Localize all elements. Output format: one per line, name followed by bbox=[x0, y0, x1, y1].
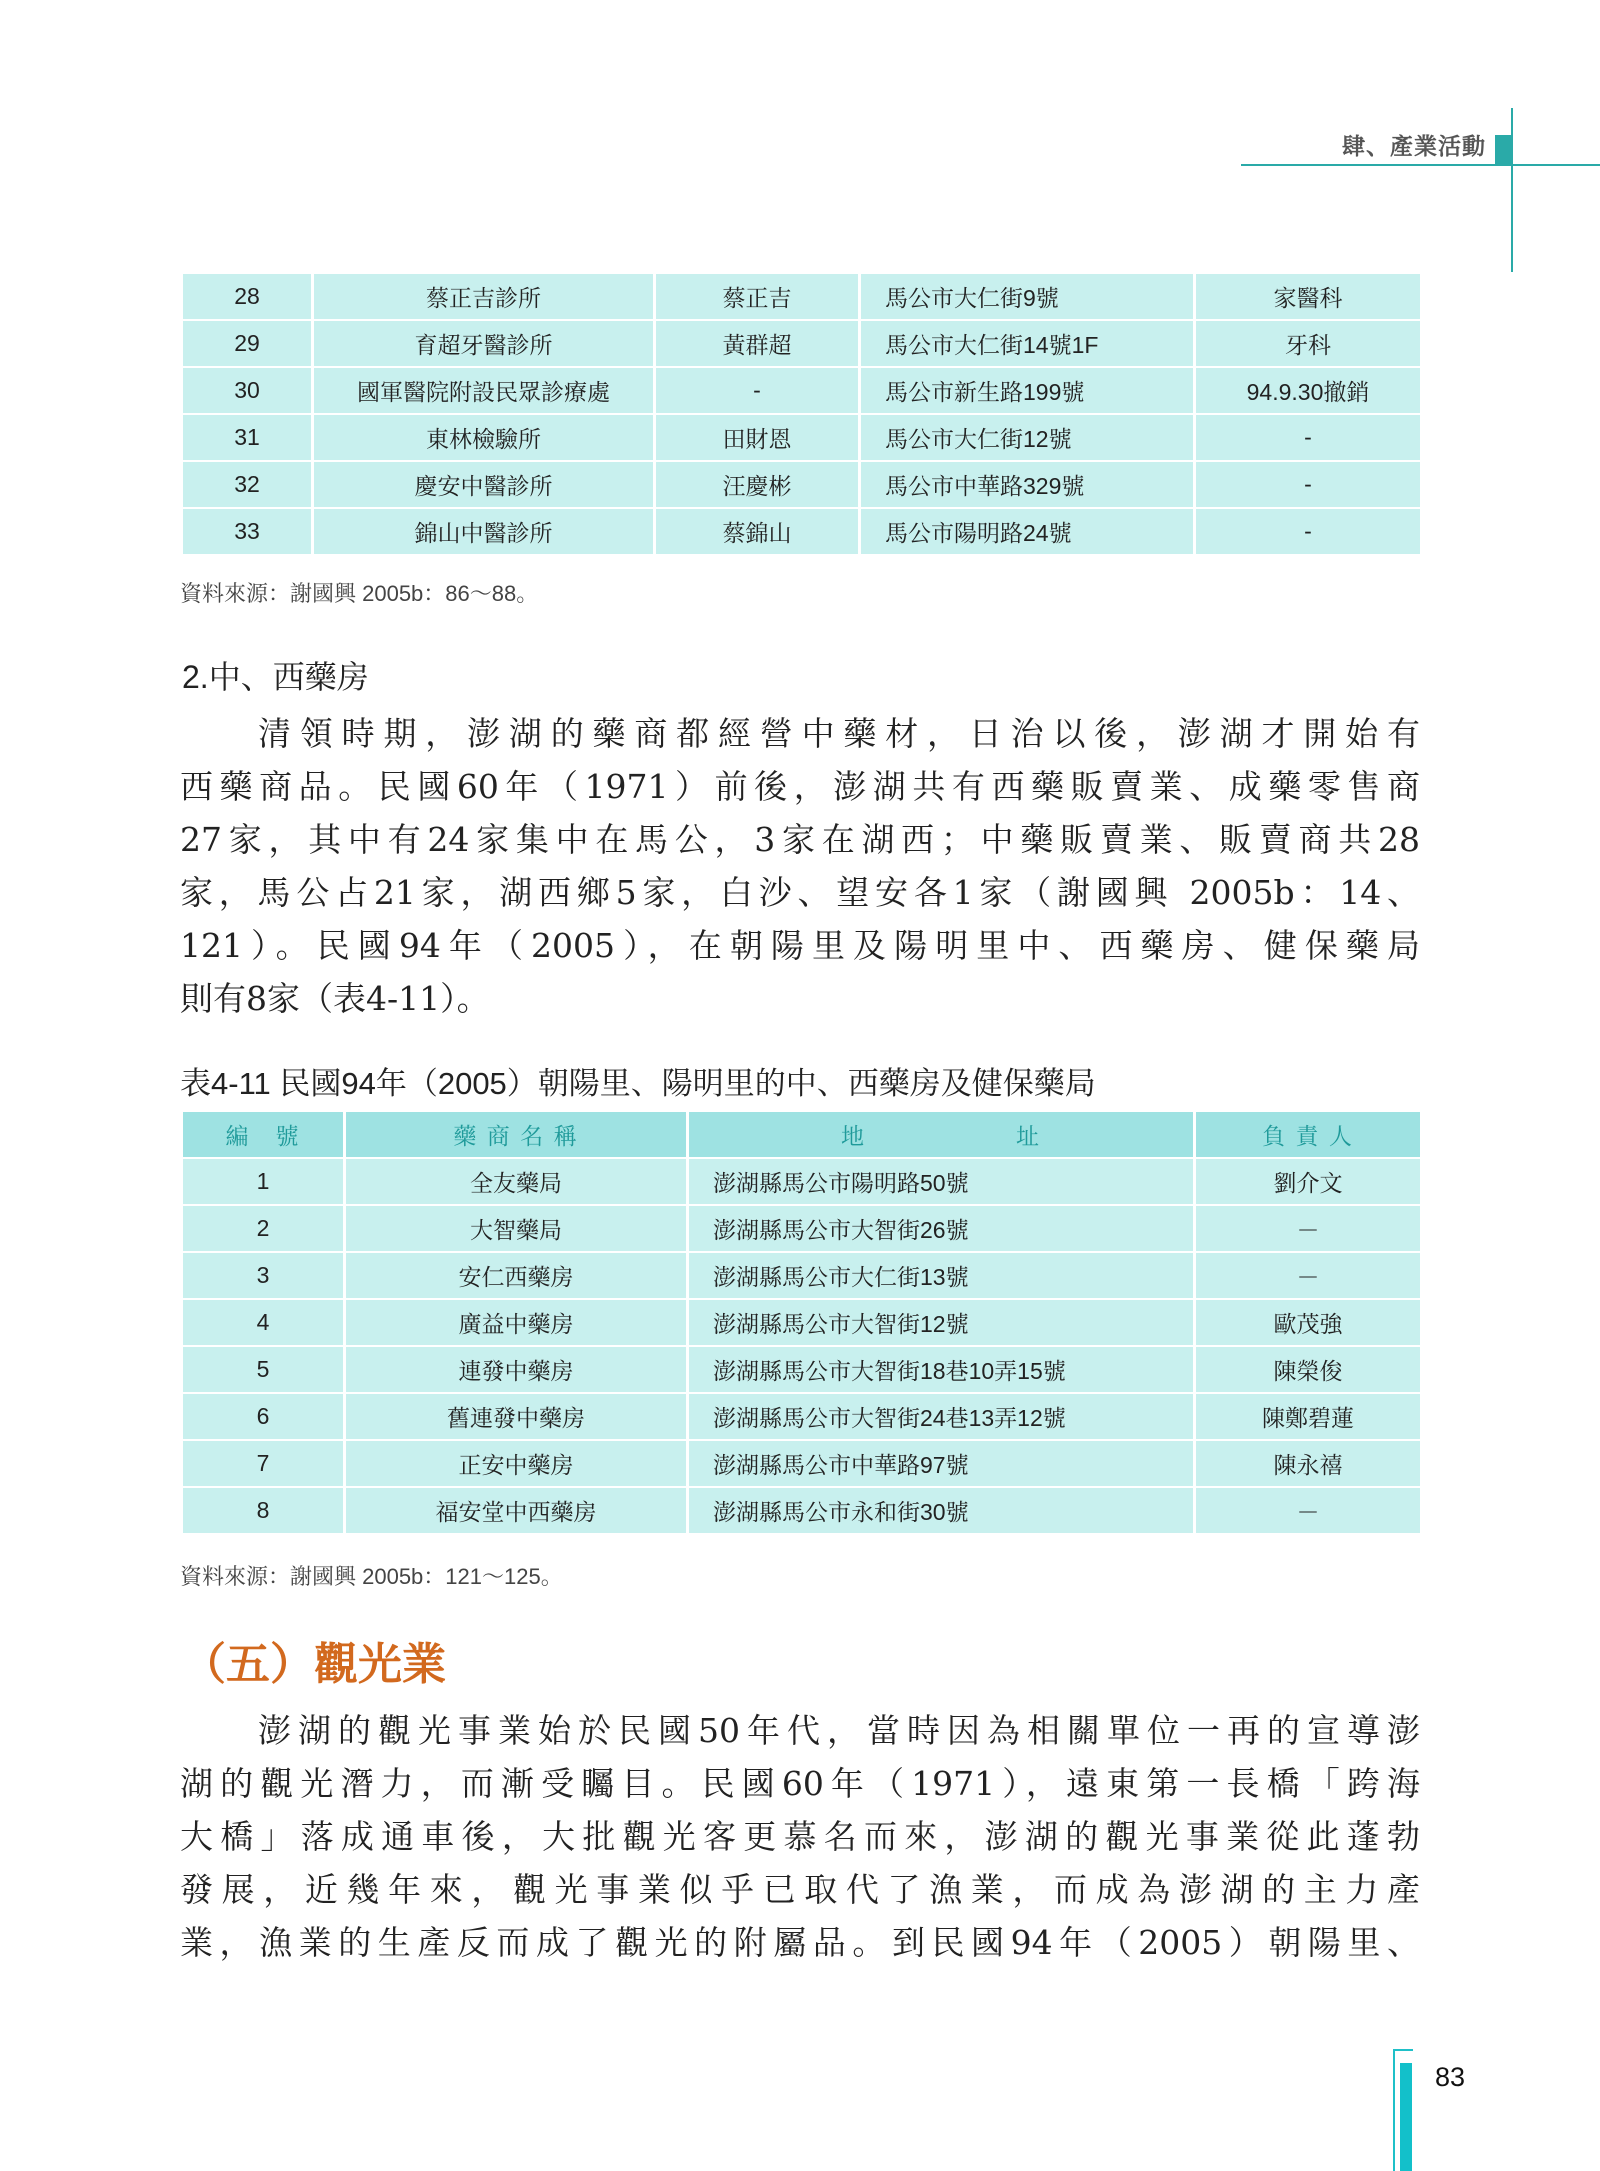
table-cell: 澎湖縣馬公市大智街18巷10弄15號 bbox=[688, 1346, 1195, 1393]
table-cell: 東林檢驗所 bbox=[313, 414, 655, 461]
table-cell: 澎湖縣馬公市中華路97號 bbox=[688, 1440, 1195, 1487]
table-cell: 牙科 bbox=[1195, 320, 1422, 367]
clinic-table-source: 資料來源：謝國興 2005b：86～88。 bbox=[180, 581, 539, 606]
table-cell: 蔡錦山 bbox=[655, 508, 860, 555]
header-number: 編 號 bbox=[182, 1111, 345, 1158]
tourism-paragraph bbox=[180, 1704, 1420, 1969]
table-cell: 馬公市大仁街9號 bbox=[860, 273, 1195, 320]
table-cell: 蔡正吉診所 bbox=[313, 273, 655, 320]
table-cell: 澎湖縣馬公市陽明路50號 bbox=[688, 1158, 1195, 1205]
page-marker-bar bbox=[1400, 2063, 1412, 2171]
paragraph-line: 湖的觀光潛力，而漸受矚目。民國60年（1971），遠東第一長橋「跨海 bbox=[180, 1764, 1420, 1803]
table-cell: － bbox=[1195, 1252, 1422, 1299]
table-cell: - bbox=[1195, 461, 1422, 508]
table-cell: 全友藥局 bbox=[345, 1158, 688, 1205]
table-cell: 33 bbox=[182, 508, 313, 555]
table-row bbox=[182, 508, 1422, 555]
table-cell: 馬公市新生路199號 bbox=[860, 367, 1195, 414]
paragraph-line: 大橋」落成通車後，大批觀光客更慕名而來，澎湖的觀光事業從此蓬勃 bbox=[180, 1817, 1420, 1856]
table-cell: 94.9.30撤銷 bbox=[1195, 367, 1422, 414]
header-rule bbox=[1241, 164, 1600, 166]
paragraph-line: 清領時期，澎湖的藥商都經營中藥材，日治以後，澎湖才開始有 bbox=[258, 714, 1420, 753]
page-number: 83 bbox=[1435, 2062, 1466, 2092]
clinic-table bbox=[180, 272, 1423, 556]
table-cell: 馬公市大仁街12號 bbox=[860, 414, 1195, 461]
table-cell: 正安中藥房 bbox=[345, 1440, 688, 1487]
table-cell: 廣益中藥房 bbox=[345, 1299, 688, 1346]
table-cell: 4 bbox=[182, 1299, 345, 1346]
table-cell: 馬公市陽明路24號 bbox=[860, 508, 1195, 555]
paragraph-line: 發展，近幾年來，觀光事業似乎已取代了漁業，而成為澎湖的主力產 bbox=[180, 1870, 1420, 1909]
pharmacy-table-source: 資料來源：謝國興 2005b：121～125。 bbox=[180, 1564, 563, 1589]
table-cell: 汪慶彬 bbox=[655, 461, 860, 508]
page-marker-line bbox=[1393, 2049, 1395, 2171]
table-row bbox=[182, 1205, 1422, 1252]
table-cell: 5 bbox=[182, 1346, 345, 1393]
paragraph-line: 西藥商品。民國60年（1971）前後，澎湖共有西藥販賣業、成藥零售商 bbox=[180, 767, 1420, 806]
header-accent-square bbox=[1495, 135, 1512, 164]
table-cell: 歐茂強 bbox=[1195, 1299, 1422, 1346]
table-cell: - bbox=[1195, 508, 1422, 555]
table-cell: 蔡正吉 bbox=[655, 273, 860, 320]
table-cell: 6 bbox=[182, 1393, 345, 1440]
section-heading-pharmacies: 2.中、西藥房 bbox=[182, 659, 369, 695]
header-address: 地 址 bbox=[688, 1111, 1195, 1158]
table-cell: 陳鄭碧蓮 bbox=[1195, 1393, 1422, 1440]
chapter-header: 肆、產業活動 bbox=[1342, 133, 1486, 160]
table-cell: 澎湖縣馬公市大智街26號 bbox=[688, 1205, 1195, 1252]
paragraph-line: 則有8家（表4-11）。 bbox=[180, 979, 490, 1018]
table-row bbox=[182, 1252, 1422, 1299]
table-cell: 福安堂中西藥房 bbox=[345, 1487, 688, 1534]
table-cell: 28 bbox=[182, 273, 313, 320]
paragraph-line: 121）。民國94年（2005），在朝陽里及陽明里中、西藥房、健保藥局 bbox=[180, 926, 1420, 965]
table-cell: 錦山中醫診所 bbox=[313, 508, 655, 555]
table-cell: 育超牙醫診所 bbox=[313, 320, 655, 367]
table-cell: - bbox=[1195, 414, 1422, 461]
table-cell: － bbox=[1195, 1205, 1422, 1252]
table-row bbox=[182, 461, 1422, 508]
table-cell: 1 bbox=[182, 1158, 345, 1205]
table-cell: 7 bbox=[182, 1440, 345, 1487]
table-cell: 2 bbox=[182, 1205, 345, 1252]
table-cell: 澎湖縣馬公市大智街12號 bbox=[688, 1299, 1195, 1346]
table-row bbox=[182, 273, 1422, 320]
table-cell: 澎湖縣馬公市永和街30號 bbox=[688, 1487, 1195, 1534]
table-cell: 32 bbox=[182, 461, 313, 508]
table-cell: 澎湖縣馬公市大智街24巷13弄12號 bbox=[688, 1393, 1195, 1440]
table-cell: － bbox=[1195, 1487, 1422, 1534]
table-cell: 劉介文 bbox=[1195, 1158, 1422, 1205]
table-cell: 馬公市大仁街14號1F bbox=[860, 320, 1195, 367]
table-cell: 8 bbox=[182, 1487, 345, 1534]
table-row bbox=[182, 367, 1422, 414]
table-row bbox=[182, 1393, 1422, 1440]
table-row bbox=[182, 1487, 1422, 1534]
pharmacy-table bbox=[180, 1110, 1423, 1535]
table-row bbox=[182, 1440, 1422, 1487]
table-cell: 3 bbox=[182, 1252, 345, 1299]
header-vertical-rule bbox=[1511, 108, 1513, 272]
table-cell: 澎湖縣馬公市大仁街13號 bbox=[688, 1252, 1195, 1299]
paragraph-line: 澎湖的觀光事業始於民國50年代，當時因為相關單位一再的宣導澎 bbox=[258, 1711, 1420, 1750]
table-cell: 田財恩 bbox=[655, 414, 860, 461]
table-row bbox=[182, 320, 1422, 367]
section-heading-tourism: （五）觀光業 bbox=[182, 1640, 446, 1689]
table-cell: 安仁西藥房 bbox=[345, 1252, 688, 1299]
table-cell: 31 bbox=[182, 414, 313, 461]
table-cell: 舊連發中藥房 bbox=[345, 1393, 688, 1440]
table-row bbox=[182, 1299, 1422, 1346]
table-cell: 黃群超 bbox=[655, 320, 860, 367]
table-cell: - bbox=[655, 367, 860, 414]
paragraph-line: 業，漁業的生產反而成了觀光的附屬品。到民國94年（2005）朝陽里、 bbox=[180, 1923, 1420, 1962]
header-name: 藥 商 名 稱 bbox=[345, 1111, 688, 1158]
table-cell: 連發中藥房 bbox=[345, 1346, 688, 1393]
table-row bbox=[182, 1158, 1422, 1205]
table-cell: 國軍醫院附設民眾診療處 bbox=[313, 367, 655, 414]
table-row bbox=[182, 414, 1422, 461]
table-row bbox=[182, 1346, 1422, 1393]
table-caption: 表4-11 民國94年（2005）朝陽里、陽明里的中、西藥房及健保藥局 bbox=[180, 1066, 1096, 1101]
page-marker-cap bbox=[1393, 2049, 1413, 2051]
table-cell: 陳榮俊 bbox=[1195, 1346, 1422, 1393]
table-cell: 大智藥局 bbox=[345, 1205, 688, 1252]
paragraph-line: 27家，其中有24家集中在馬公，3家在湖西；中藥販賣業、販賣商共28 bbox=[180, 820, 1420, 859]
table-cell: 馬公市中華路329號 bbox=[860, 461, 1195, 508]
table-cell: 家醫科 bbox=[1195, 273, 1422, 320]
table-cell: 30 bbox=[182, 367, 313, 414]
pharmacy-paragraph bbox=[180, 707, 1420, 1025]
table-cell: 慶安中醫診所 bbox=[313, 461, 655, 508]
table-cell: 陳永禧 bbox=[1195, 1440, 1422, 1487]
table-cell: 29 bbox=[182, 320, 313, 367]
paragraph-line: 家，馬公占21家，湖西鄉5家，白沙、望安各1家（謝國興 2005b：14、 bbox=[180, 873, 1420, 912]
header-owner: 負 責 人 bbox=[1195, 1111, 1422, 1158]
